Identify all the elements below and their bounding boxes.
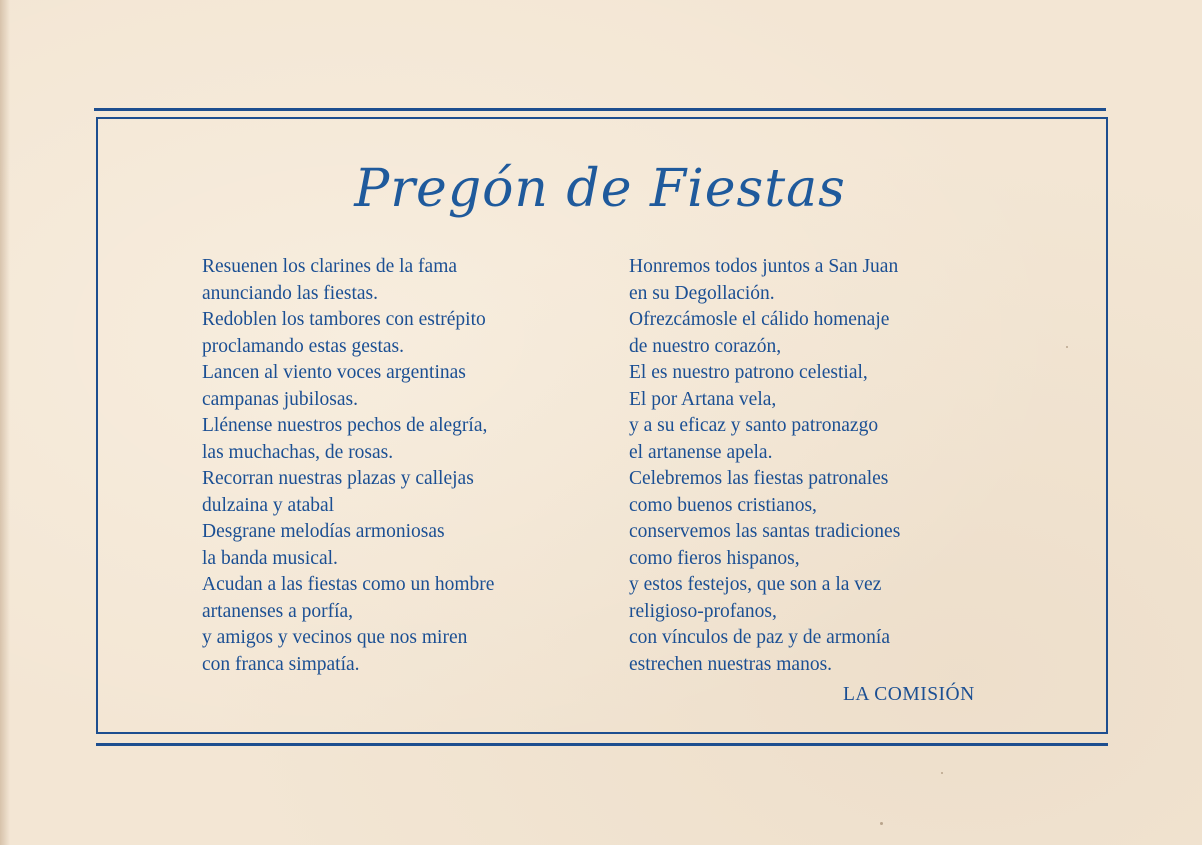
poem-line: las muchachas, de rosas. bbox=[202, 441, 394, 463]
poem-line: y amigos y vecinos que nos miren bbox=[202, 627, 468, 648]
poem-line: religioso-profanos, bbox=[629, 600, 777, 622]
poem-line: Recorran nuestras plazas y callejas bbox=[202, 468, 474, 489]
poem-right-column bbox=[629, 254, 1029, 678]
poem-line: el artanense apela. bbox=[629, 441, 773, 463]
poem-left-column bbox=[202, 254, 602, 678]
signature: LA COMISIÓN bbox=[843, 684, 975, 705]
poem-line: como buenos cristianos, bbox=[629, 494, 817, 516]
poem-line: anunciando las fiestas. bbox=[202, 282, 378, 304]
poem-line: campanas jubilosas. bbox=[202, 388, 358, 410]
page-title: Pregón de Fiestas bbox=[354, 159, 846, 219]
poem-line: Llénense nuestros pechos de alegría, bbox=[202, 415, 488, 436]
poem-line: El por Artana vela, bbox=[629, 388, 777, 410]
poem-line: Redoblen los tambores con estrépito bbox=[202, 309, 486, 330]
poem-line: Acudan a las fiestas como un hombre bbox=[202, 574, 495, 595]
paper-speck bbox=[880, 822, 883, 825]
page-fold-shadow bbox=[0, 0, 10, 845]
poem-line: Desgrane melodías armoniosas bbox=[202, 521, 445, 542]
poem-line: como fieros hispanos, bbox=[629, 547, 800, 569]
poem-line: Honremos todos juntos a San Juan bbox=[629, 256, 899, 277]
poem-line: en su Degollación. bbox=[629, 282, 775, 304]
poem-line: Resuenen los clarines de la fama bbox=[202, 256, 458, 277]
paper-speck bbox=[1066, 346, 1068, 348]
poem-line: conservemos las santas tradiciones bbox=[629, 521, 901, 542]
poem-line: El es nuestro patrono celestial, bbox=[629, 362, 868, 383]
poem-line: con vínculos de paz y de armonía bbox=[629, 627, 890, 648]
poem-line: la banda musical. bbox=[202, 547, 338, 569]
paper-speck bbox=[941, 772, 943, 774]
poem-line: artanenses a porfía, bbox=[202, 600, 354, 622]
poem-line: y estos festejos, que son a la vez bbox=[629, 574, 882, 595]
poem-line: dulzaina y atabal bbox=[202, 494, 335, 516]
poem-line: Celebremos las fiestas patronales bbox=[629, 468, 889, 489]
frame-bottom-rule bbox=[96, 743, 1108, 746]
poem-line: proclamando estas gestas. bbox=[202, 335, 404, 357]
poem-line: y a su eficaz y santo patronazgo bbox=[629, 415, 879, 436]
poem-line: estrechen nuestras manos. bbox=[629, 653, 833, 675]
poem-line: de nuestro corazón, bbox=[629, 335, 782, 357]
poem-line: Lancen al viento voces argentinas bbox=[202, 362, 466, 383]
poem-line: Ofrezcámosle el cálido homenaje bbox=[629, 309, 890, 330]
poem-line: con franca simpatía. bbox=[202, 653, 360, 675]
frame-top-rule bbox=[94, 108, 1106, 111]
